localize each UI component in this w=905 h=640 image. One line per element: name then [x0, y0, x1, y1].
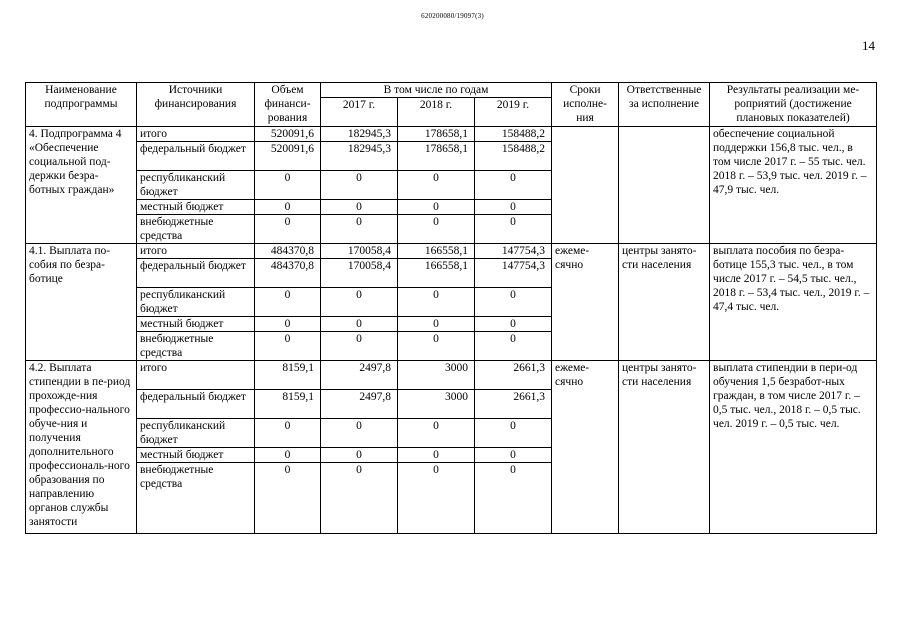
year-2019-value: 0	[475, 419, 552, 448]
subprogram-name: 4. Подпрограмма 4 «Обеспечение социальной под-держки безра-ботных граждан»	[26, 127, 137, 244]
page-number: 14	[862, 38, 875, 53]
header-name: Наименование подпрограммы	[26, 83, 137, 127]
volume-value: 0	[255, 200, 321, 215]
year-2018-value: 166558,1	[398, 244, 475, 259]
funding-source: республиканский бюджет	[137, 288, 255, 317]
header-responsible: Ответственные за исполнение	[619, 83, 710, 127]
year-2018-value: 0	[398, 288, 475, 317]
subprogram-name: 4.2. Выплата стипендии в пе-риод прохожде-ния профессио-нального обуче-ния и получения дополнительного профессиональ-ного образования по направлению органов службы занятости	[26, 361, 137, 534]
year-2017-value: 2497,8	[321, 361, 398, 390]
year-2019-value: 0	[475, 288, 552, 317]
expected-results: обеспечение социальной поддержки 156,8 тыс. чел., в том числе 2017 г. – 55 тыс. чел. 2018 г. – 53,9 тыс. чел. 2019 г. – 47,9 тыс. чел.	[710, 127, 877, 244]
funding-source: республиканский бюджет	[137, 419, 255, 448]
table-row	[26, 127, 877, 142]
year-2018-value: 0	[398, 463, 475, 534]
funding-source: федеральный бюджет	[137, 390, 255, 419]
year-2017-value: 182945,3	[321, 127, 398, 142]
header-terms: Сроки исполне-ния	[552, 83, 619, 127]
year-2019-value: 158488,2	[475, 127, 552, 142]
year-2017-value: 2497,8	[321, 390, 398, 419]
header-by-years: В том числе по годам	[321, 83, 552, 98]
financing-table	[25, 82, 877, 534]
year-2019-value: 147754,3	[475, 259, 552, 288]
expected-results: выплата пособия по безра-ботице 155,3 тыс. чел., в том числе 2017 г. – 54,5 тыс. чел., 2018 г. – 53,4 тыс. чел., 2019 г. – 47,4 тыс. чел.	[710, 244, 877, 361]
volume-value: 484370,8	[255, 244, 321, 259]
year-2019-value: 0	[475, 317, 552, 332]
funding-source: итого	[137, 361, 255, 390]
year-2019-value: 147754,3	[475, 244, 552, 259]
year-2018-value: 178658,1	[398, 142, 475, 171]
year-2017-value: 0	[321, 215, 398, 244]
volume-value: 0	[255, 419, 321, 448]
header-volume: Объем финанси-рования	[255, 83, 321, 127]
document-id: 620200080/19097(3)	[421, 12, 484, 20]
year-2019-value: 0	[475, 332, 552, 361]
volume-value: 0	[255, 448, 321, 463]
year-2017-value: 0	[321, 171, 398, 200]
year-2018-value: 0	[398, 317, 475, 332]
execution-terms: ежеме-сячно	[552, 361, 619, 534]
volume-value: 0	[255, 463, 321, 534]
year-2019-value: 2661,3	[475, 390, 552, 419]
table-body	[26, 127, 877, 534]
volume-value: 8159,1	[255, 361, 321, 390]
funding-source: внебюджетные средства	[137, 332, 255, 361]
year-2017-value: 170058,4	[321, 259, 398, 288]
header-2019: 2019 г.	[475, 98, 552, 127]
funding-source: местный бюджет	[137, 200, 255, 215]
year-2018-value: 0	[398, 332, 475, 361]
funding-source: итого	[137, 127, 255, 142]
volume-value: 520091,6	[255, 127, 321, 142]
year-2017-value: 0	[321, 463, 398, 534]
header-sources: Источники финансирования	[137, 83, 255, 127]
funding-source: местный бюджет	[137, 448, 255, 463]
volume-value: 484370,8	[255, 259, 321, 288]
year-2019-value: 2661,3	[475, 361, 552, 390]
header-2018: 2018 г.	[398, 98, 475, 127]
header-results: Результаты реализации ме-роприятий (достижение плановых показателей)	[710, 83, 877, 127]
funding-source: итого	[137, 244, 255, 259]
year-2019-value: 0	[475, 171, 552, 200]
volume-value: 0	[255, 332, 321, 361]
year-2018-value: 166558,1	[398, 259, 475, 288]
responsible-party	[619, 127, 710, 244]
year-2018-value: 178658,1	[398, 127, 475, 142]
volume-value: 0	[255, 215, 321, 244]
year-2018-value: 3000	[398, 361, 475, 390]
year-2018-value: 3000	[398, 390, 475, 419]
year-2019-value: 0	[475, 215, 552, 244]
year-2018-value: 0	[398, 215, 475, 244]
funding-source: внебюджетные средства	[137, 463, 255, 534]
year-2017-value: 0	[321, 317, 398, 332]
year-2019-value: 158488,2	[475, 142, 552, 171]
volume-value: 0	[255, 288, 321, 317]
execution-terms	[552, 127, 619, 244]
year-2019-value: 0	[475, 448, 552, 463]
table-row	[26, 244, 877, 259]
funding-source: федеральный бюджет	[137, 259, 255, 288]
responsible-party: центры занято-сти населения	[619, 244, 710, 361]
header-2017: 2017 г.	[321, 98, 398, 127]
year-2018-value: 0	[398, 200, 475, 215]
year-2019-value: 0	[475, 200, 552, 215]
year-2018-value: 0	[398, 448, 475, 463]
year-2017-value: 0	[321, 448, 398, 463]
subprogram-name: 4.1. Выплата по-собия по безра-ботице	[26, 244, 137, 361]
year-2017-value: 0	[321, 332, 398, 361]
volume-value: 0	[255, 317, 321, 332]
funding-source: внебюджетные средства	[137, 215, 255, 244]
year-2019-value: 0	[475, 463, 552, 534]
volume-value: 0	[255, 171, 321, 200]
year-2017-value: 0	[321, 200, 398, 215]
table-row	[26, 361, 877, 390]
volume-value: 8159,1	[255, 390, 321, 419]
execution-terms: ежеме-сячно	[552, 244, 619, 361]
funding-source: федеральный бюджет	[137, 142, 255, 171]
year-2018-value: 0	[398, 419, 475, 448]
header-row	[26, 83, 877, 98]
funding-source: местный бюджет	[137, 317, 255, 332]
year-2017-value: 182945,3	[321, 142, 398, 171]
year-2018-value: 0	[398, 171, 475, 200]
year-2017-value: 0	[321, 288, 398, 317]
expected-results: выплата стипендии в пери-од обучения 1,5 безработ-ных граждан, в том числе 2017 г. – 0,5 тыс. чел., 2018 г. – 0,5 тыс. чел. 2019 г. – 0,5 тыс. чел.	[710, 361, 877, 534]
responsible-party: центры занято-сти населения	[619, 361, 710, 534]
volume-value: 520091,6	[255, 142, 321, 171]
year-2017-value: 0	[321, 419, 398, 448]
year-2017-value: 170058,4	[321, 244, 398, 259]
funding-source: республиканский бюджет	[137, 171, 255, 200]
